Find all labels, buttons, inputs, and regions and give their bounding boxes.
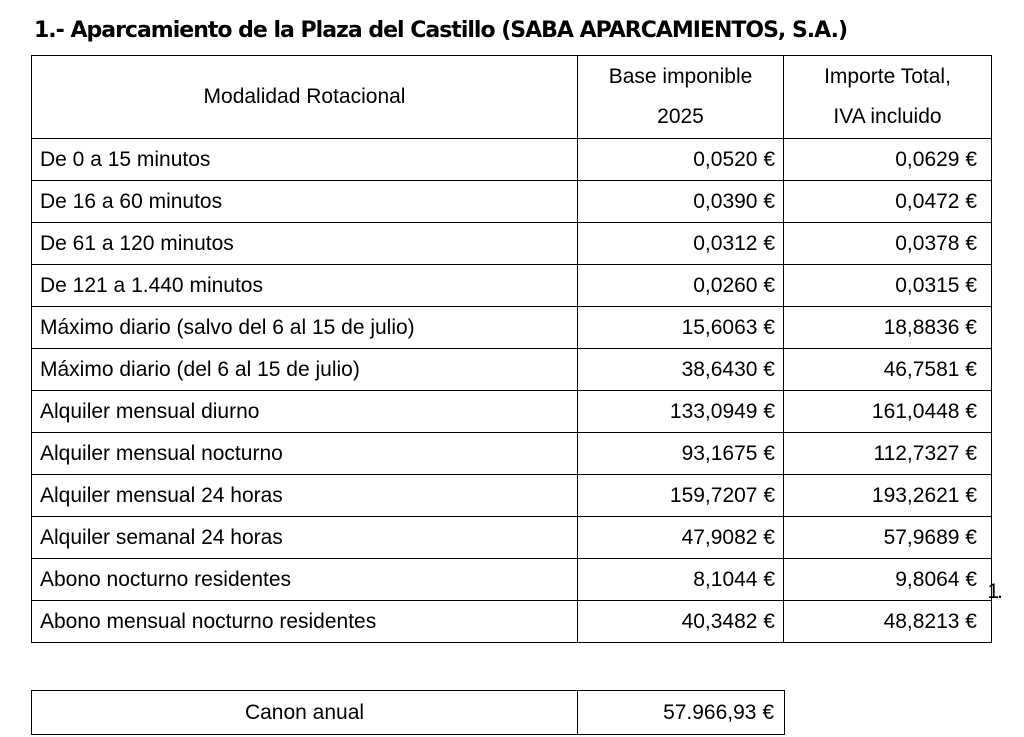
row-total: 9,8064 € — [895, 567, 977, 591]
row-total: 18,8836 € — [784, 307, 992, 349]
table-row — [32, 559, 992, 601]
header-base — [578, 56, 784, 139]
row-base: 8,1044 € — [578, 559, 784, 601]
row-total: 0,0629 € — [784, 139, 992, 181]
canon-table — [31, 690, 785, 735]
table-row — [32, 475, 992, 517]
table-row — [32, 601, 992, 643]
row-base: 0,0520 € — [578, 139, 784, 181]
row-label: Alquiler mensual diurno — [32, 391, 578, 433]
canon-label: Canon anual — [32, 691, 578, 735]
row-total: 46,7581 € — [784, 349, 992, 391]
table-row — [32, 265, 992, 307]
row-label: Máximo diario (del 6 al 15 de julio) — [32, 349, 578, 391]
row-base: 0,0260 € — [578, 265, 784, 307]
table-row — [32, 433, 992, 475]
tariff-table — [31, 55, 1001, 643]
header-base-line1: Base imponible — [608, 65, 753, 88]
row-base: 133,0949 € — [578, 391, 784, 433]
row-base: 93,1675 € — [578, 433, 784, 475]
header-modality: Modalidad Rotacional — [32, 56, 578, 139]
row-label: De 61 a 120 minutos — [32, 223, 578, 265]
header-total — [784, 56, 992, 139]
table-row — [32, 223, 992, 265]
footnote-marker: 1. — [987, 580, 1001, 603]
row-base: 15,6063 € — [578, 307, 784, 349]
table-row — [32, 391, 992, 433]
row-base: 47,9082 € — [578, 517, 784, 559]
row-label: Abono nocturno residentes — [32, 559, 578, 601]
header-total-line1: Importe Total, — [824, 65, 951, 88]
row-base: 38,6430 € — [578, 349, 784, 391]
row-label: Abono mensual nocturno residentes — [32, 601, 578, 643]
row-total: 0,0378 € — [784, 223, 992, 265]
row-total: 0,0472 € — [784, 181, 992, 223]
row-base: 0,0390 € — [578, 181, 784, 223]
row-total: 161,0448 € — [784, 391, 992, 433]
row-base: 0,0312 € — [578, 223, 784, 265]
row-base: 159,7207 € — [578, 475, 784, 517]
row-label: De 16 a 60 minutos — [32, 181, 578, 223]
row-total: 48,8213 € — [784, 601, 992, 643]
tariff-header-row — [32, 56, 992, 139]
header-total-line2: IVA incluido — [833, 105, 942, 128]
table-row — [32, 139, 992, 181]
row-label: De 0 a 15 minutos — [32, 139, 578, 181]
row-label: Alquiler mensual 24 horas — [32, 475, 578, 517]
row-label: Alquiler mensual nocturno — [32, 433, 578, 475]
row-total: 57,9689 € — [784, 517, 992, 559]
table-row — [32, 517, 992, 559]
row-total: 112,7327 € — [784, 433, 992, 475]
row-label: De 121 a 1.440 minutos — [32, 265, 578, 307]
row-base: 40,3482 € — [578, 601, 784, 643]
row-label: Máximo diario (salvo del 6 al 15 de julio) — [32, 307, 578, 349]
row-total: 0,0315 € — [784, 265, 992, 307]
row-total: 193,2621 € — [784, 475, 992, 517]
table-row — [32, 349, 992, 391]
page-heading: 1.- Aparcamiento de la Plaza del Castillo (SABA APARCAMIENTOS, S.A.) — [34, 18, 847, 43]
canon-value: 57.966,93 € — [578, 691, 785, 735]
table-row — [32, 181, 992, 223]
canon-row — [32, 691, 785, 735]
row-total-with-marker — [784, 559, 1001, 603]
table-row — [32, 307, 992, 349]
row-label: Alquiler semanal 24 horas — [32, 517, 578, 559]
header-base-line2: 2025 — [657, 105, 704, 128]
